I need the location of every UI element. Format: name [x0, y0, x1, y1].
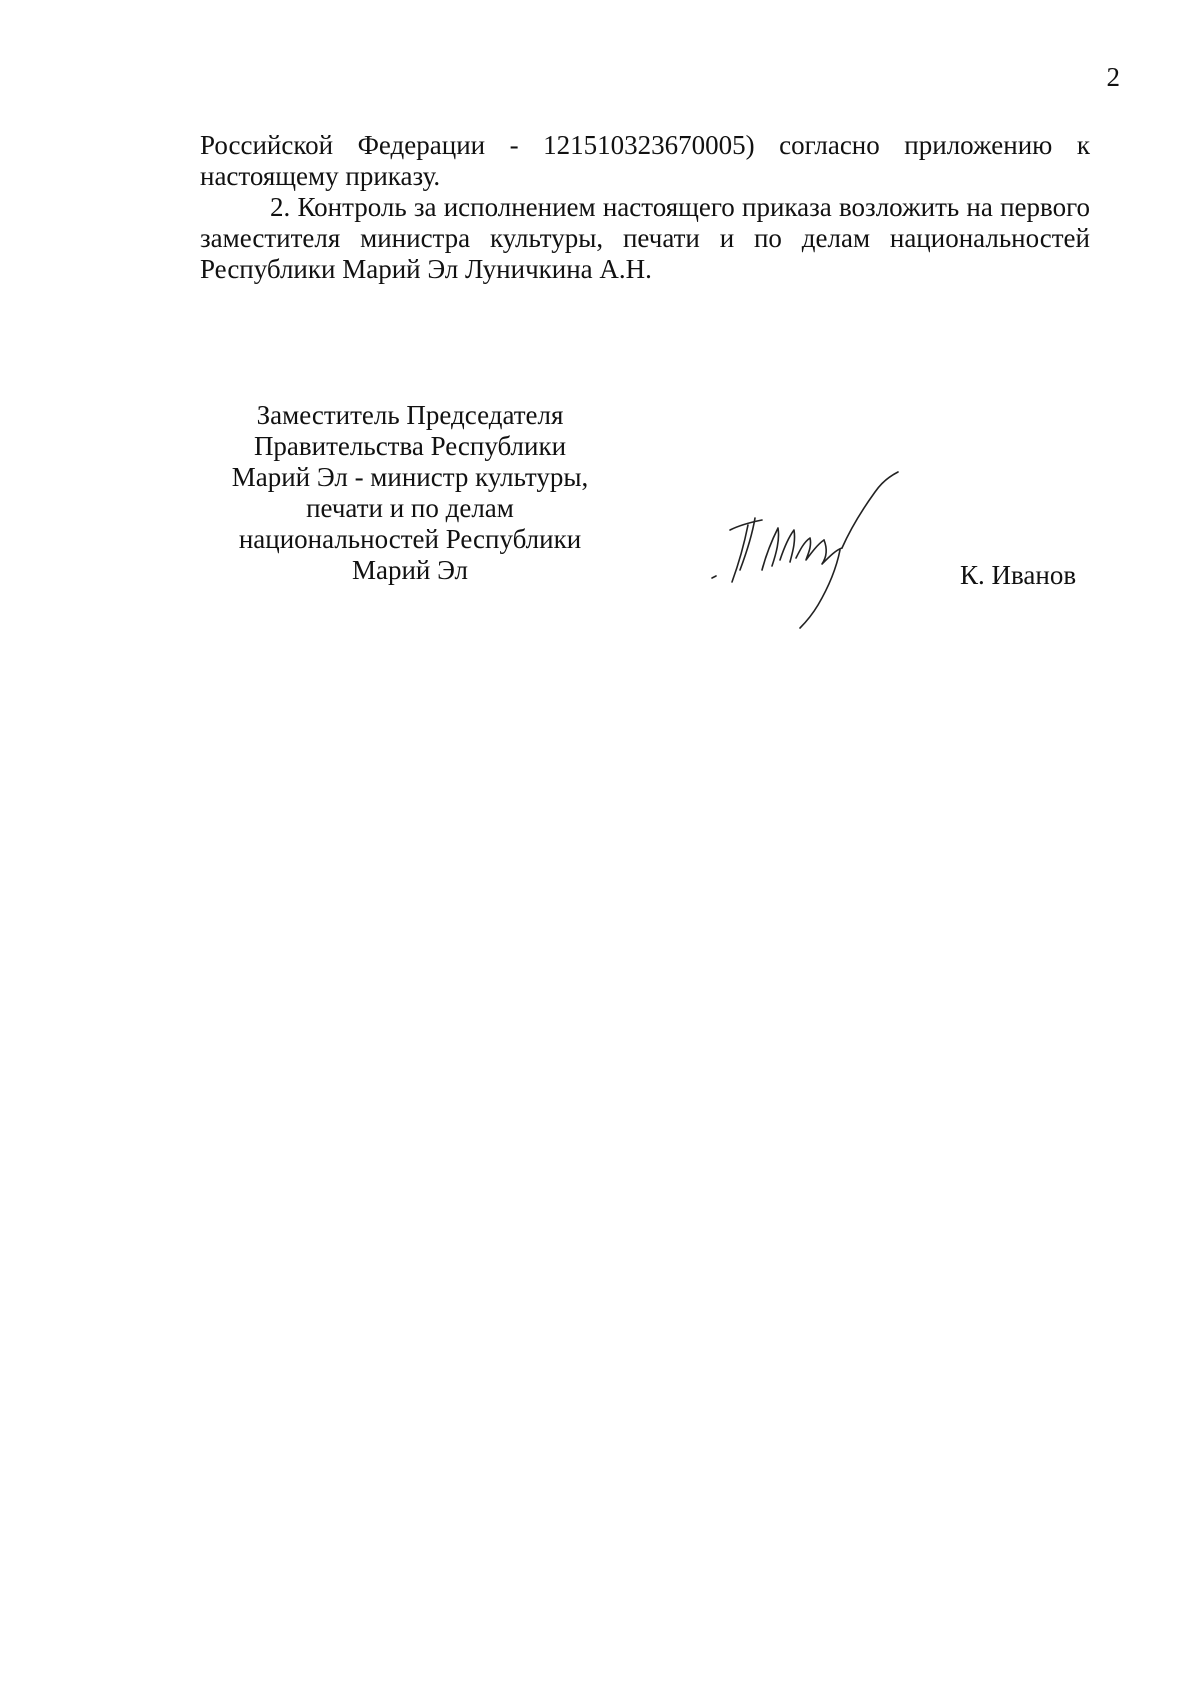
signatory-title-line: Марий Эл - министр культуры,	[231, 462, 589, 492]
signatory-title-line: Правительства Республики	[253, 431, 567, 461]
signatory-title-line: Марий Эл	[351, 555, 469, 585]
document-body	[200, 130, 1090, 285]
signatory-title	[210, 400, 610, 586]
page-number: 2	[1106, 62, 1120, 92]
signatory-title-line: печати и по делам	[306, 493, 514, 523]
handwritten-signature	[700, 470, 940, 640]
signer-name: К. Иванов	[960, 560, 1077, 590]
signatory-title-line: Заместитель Председателя	[256, 400, 564, 430]
paragraph: 2. Контроль за исполнением настоящего приказа возложить на первого заместителя министра культуры, печати и по делам национальностей Республики Марий Эл Луничкина А.Н.	[200, 192, 1090, 284]
signatory-title-line: национальностей Республики	[238, 524, 582, 554]
paragraph: Российской Федерации - 121510323670005) согласно приложению к настоящему приказу.	[200, 130, 1090, 191]
